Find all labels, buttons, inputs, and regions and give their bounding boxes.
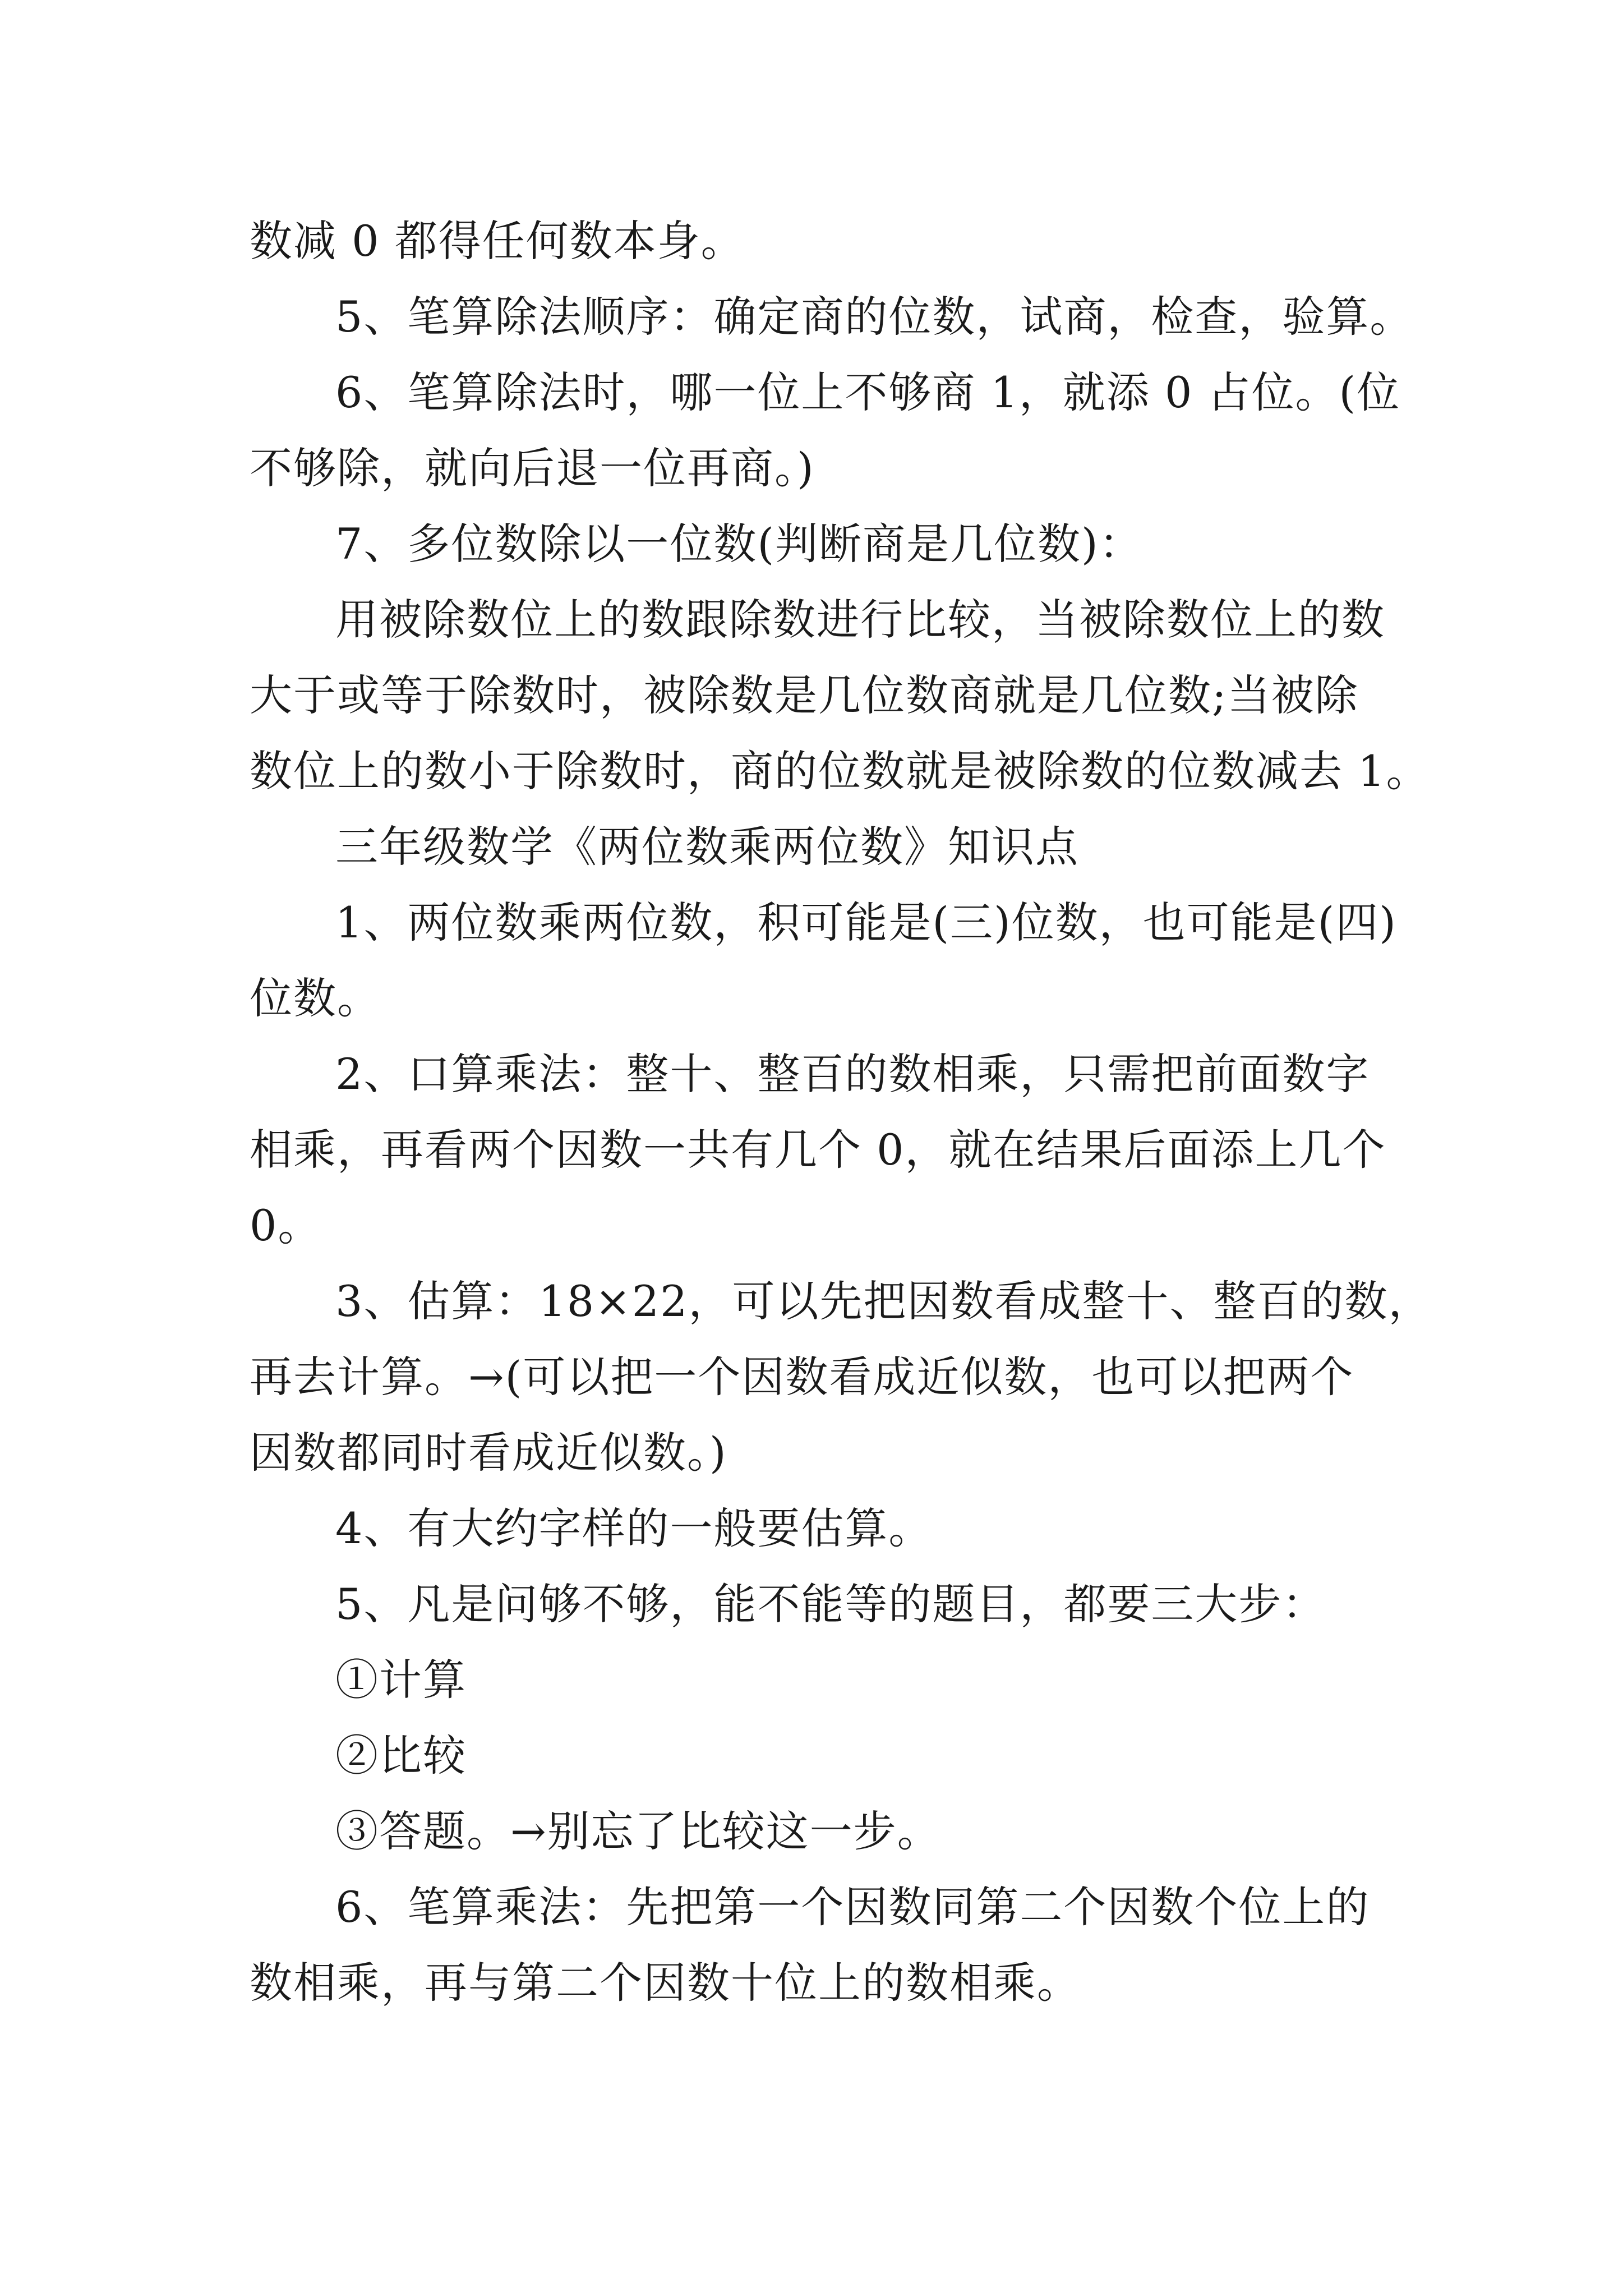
text-line-20: ①计算 [335, 1655, 467, 1705]
text-line-6: 用被除数位上的数跟除数进行比较，当被除数位上的数 [335, 595, 1385, 645]
text-line-8: 数位上的数小于除数时，商的位数就是被除数的位数减去 1。 [250, 746, 1430, 796]
text-line-21: ②比较 [335, 1731, 467, 1780]
text-line-22: ③答题。→别忘了比较这一步。 [335, 1806, 941, 1856]
text-line-19: 5、凡是问够不够，能不能等的题目，都要三大步： [335, 1579, 1326, 1629]
text-line-1: 数减 0 都得任何数本身。 [250, 216, 745, 266]
text-line-17: 因数都同时看成近似数。) [250, 1428, 727, 1478]
text-line-13: 相乘，再看两个因数一共有几个 0，就在结果后面添上几个 [250, 1125, 1386, 1175]
text-line-3: 6、笔算除法时，哪一位上不够商 1，就添 0 占位。(位 [335, 367, 1401, 417]
section-heading: 三年级数学《两位数乘两位数》知识点 [335, 822, 1079, 872]
text-line-15: 3、估算：18×22，可以先把因数看成整十、整百的数， [335, 1276, 1432, 1326]
text-line-14: 0。 [250, 1200, 322, 1250]
text-line-16: 再去计算。→(可以把一个因数看成近似数，也可以把两个 [250, 1352, 1354, 1402]
text-line-10: 1、两位数乘两位数，积可能是(三)位数，也可能是(四) [335, 898, 1397, 947]
text-line-18: 4、有大约字样的一般要估算。 [335, 1503, 933, 1553]
text-line-5: 7、多位数除以一位数(判断商是几位数)： [335, 519, 1143, 569]
text-line-7: 大于或等于除数时，被除数是几位数商就是几位数;当被除 [250, 670, 1359, 720]
text-line-12: 2、口算乘法：整十、整百的数相乘，只需把前面数字 [335, 1049, 1370, 1099]
text-line-2: 5、笔算除法顺序：确定商的位数，试商，检查，验算。 [335, 292, 1414, 342]
text-line-4: 不够除，就向后退一位再商。) [250, 443, 815, 493]
text-line-23: 6、笔算乘法：先把第一个因数同第二个因数个位上的 [335, 1882, 1370, 1932]
text-line-11: 位数。 [250, 973, 381, 1023]
text-line-24: 数相乘，再与第二个因数十位上的数相乘。 [250, 1958, 1081, 2008]
